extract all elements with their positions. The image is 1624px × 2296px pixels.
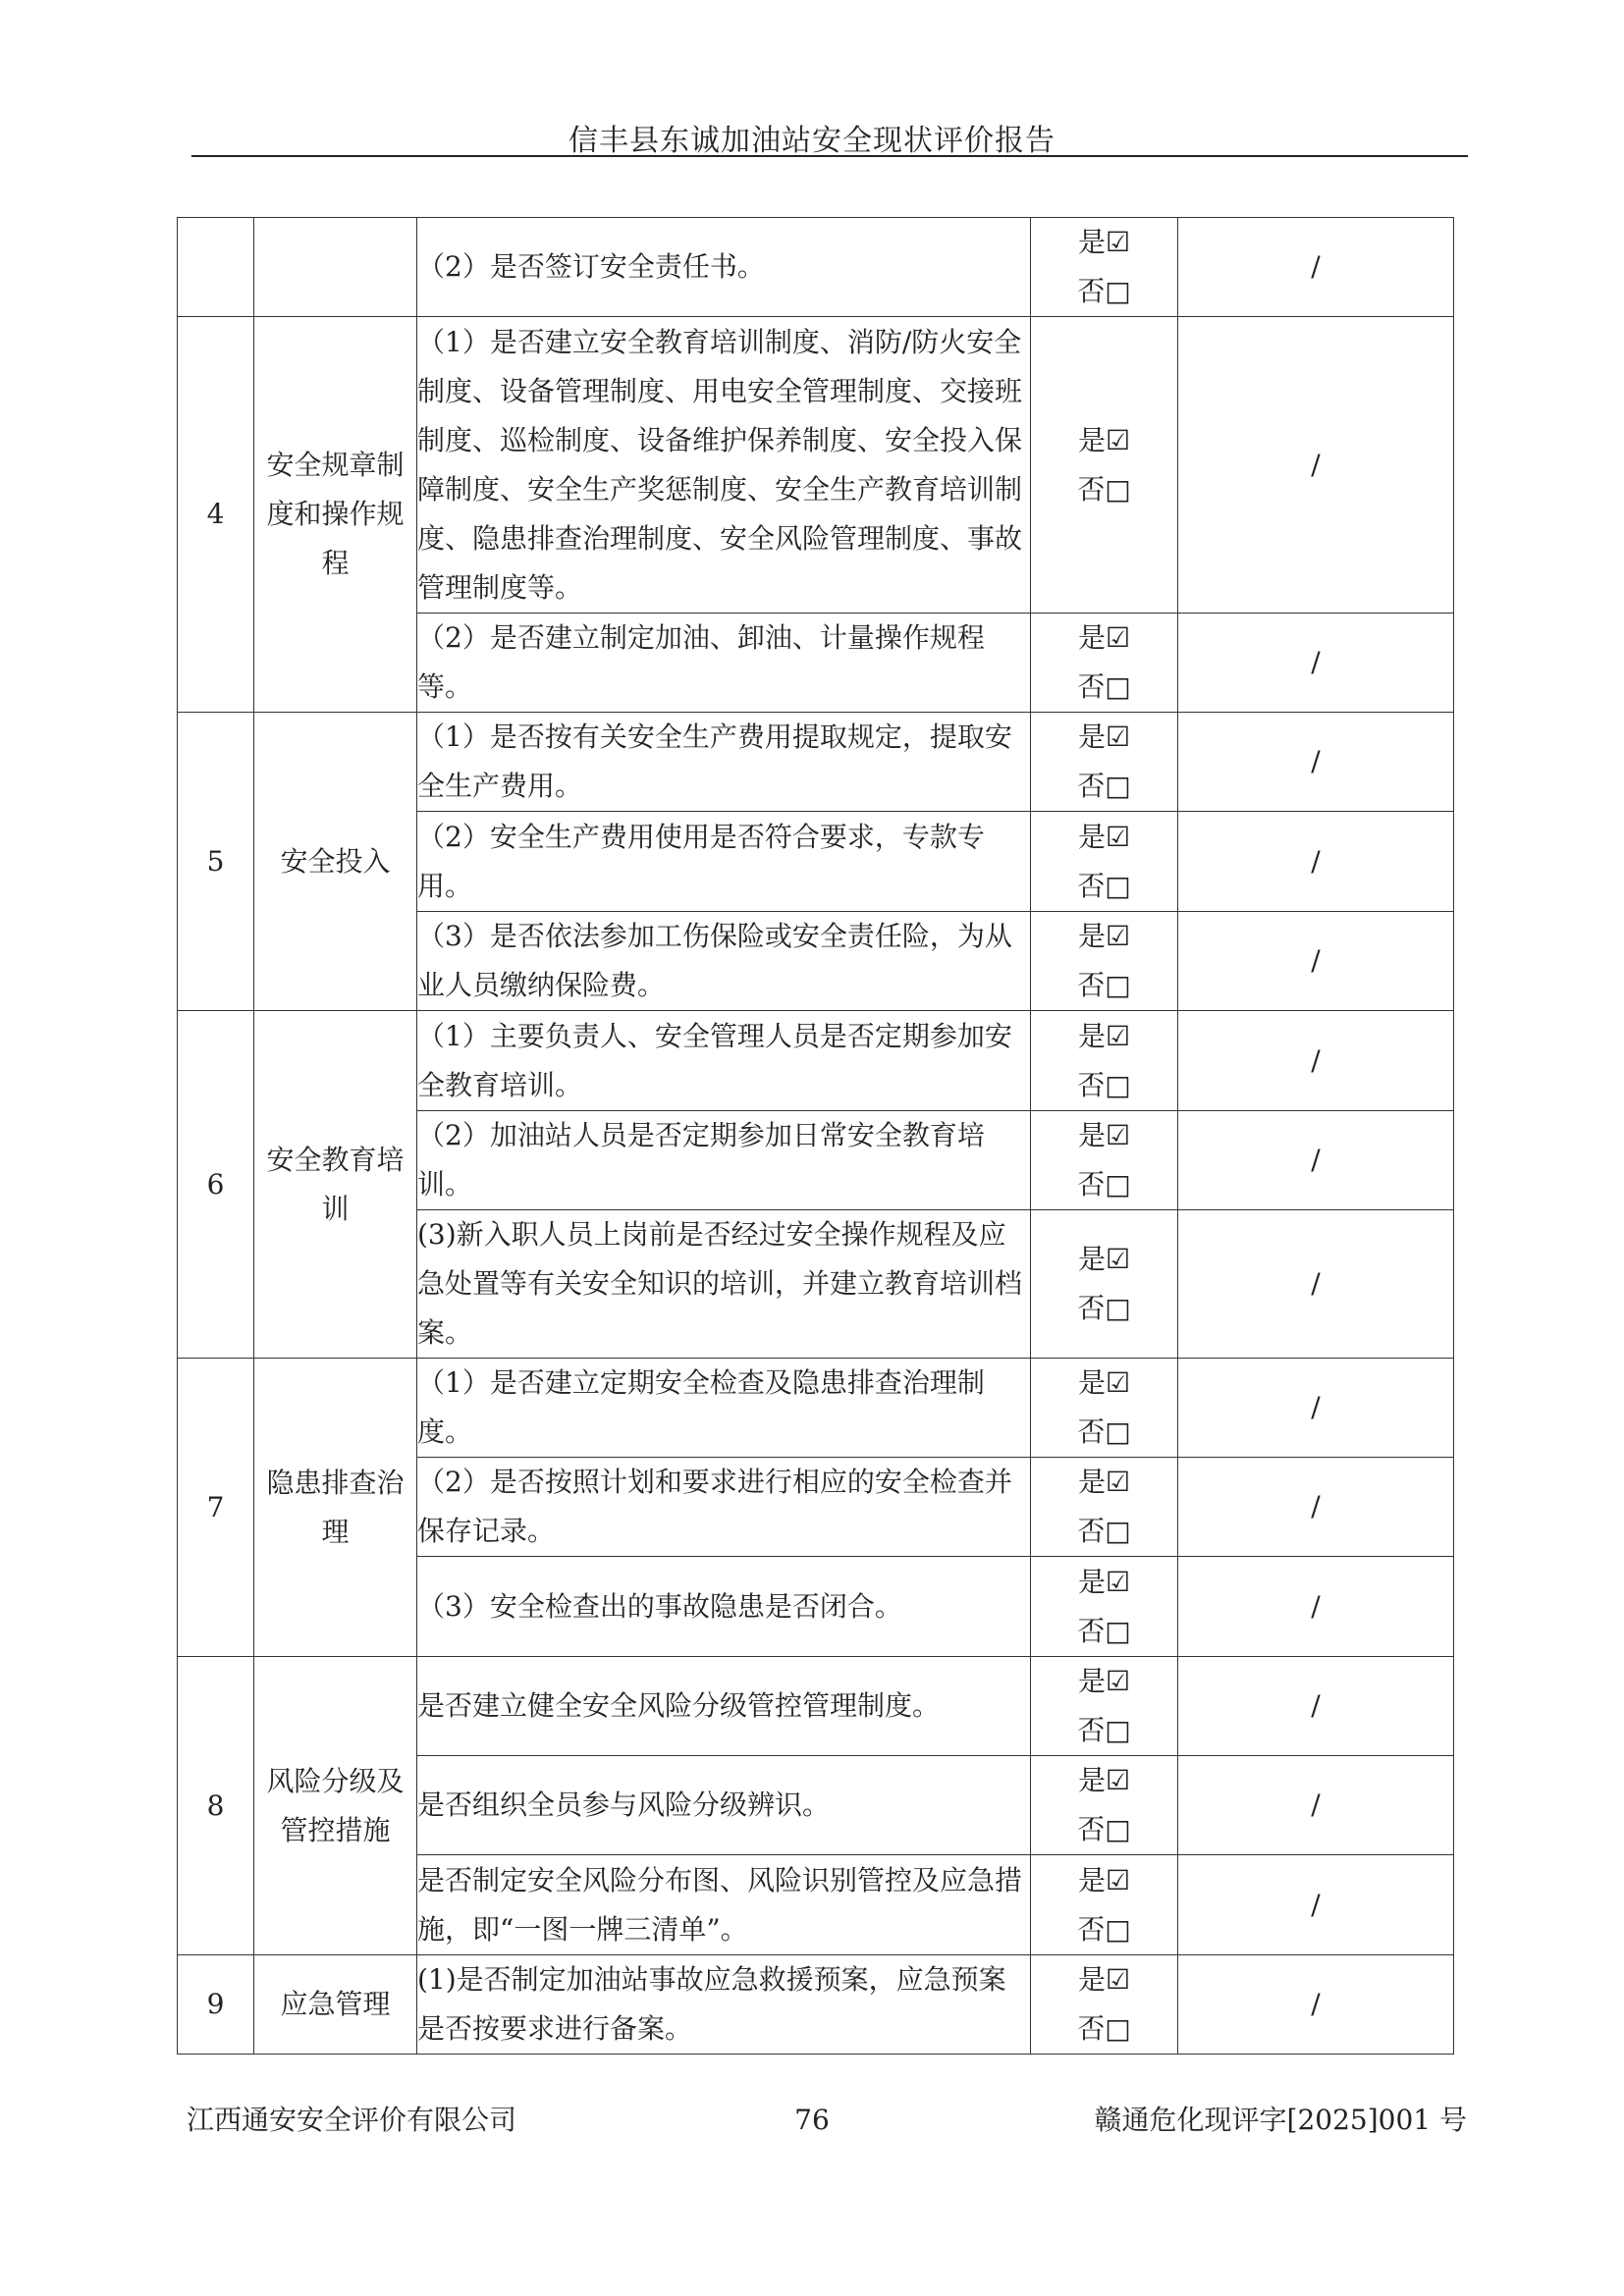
remark-cell: / <box>1178 812 1454 912</box>
check-content-cell: （2）是否建立制定加油、卸油、计量操作规程等。 <box>417 614 1031 713</box>
item-number-cell: 7 <box>178 1359 254 1657</box>
result-no-unchecked: 否□ <box>1077 670 1131 703</box>
remark-cell: / <box>1178 1111 1454 1210</box>
check-content-cell: （1）主要负责人、安全管理人员是否定期参加安全教育培训。 <box>417 1011 1031 1111</box>
remark-cell: / <box>1178 1855 1454 1955</box>
result-no-unchecked: 否□ <box>1077 1813 1131 1845</box>
check-item-cell: 隐患排查治理 <box>254 1359 417 1657</box>
footer-page-number: 76 <box>794 2104 830 2136</box>
check-result-cell <box>1031 1756 1178 1855</box>
check-result-cell <box>1031 1855 1178 1955</box>
header-rule <box>191 155 1468 157</box>
remark-cell: / <box>1178 1011 1454 1111</box>
check-content-cell: （1）是否建立安全教育培训制度、消防/防火安全制度、设备管理制度、用电安全管理制度、交接班制度、巡检制度、设备维护保养制度、安全投入保障制度、安全生产奖惩制度、安全生产教育培训制度、隐患排查治理制度、安全风险管理制度、事故管理制度等。 <box>417 317 1031 614</box>
check-content-cell: （3）安全检查出的事故隐患是否闭合。 <box>417 1557 1031 1657</box>
item-number-cell: 8 <box>178 1657 254 1955</box>
item-number-cell: 9 <box>178 1955 254 2055</box>
result-yes-checked: 是☑ <box>1077 1565 1131 1598</box>
result-yes-checked: 是☑ <box>1077 820 1131 853</box>
check-result-cell <box>1031 1458 1178 1557</box>
check-result-cell <box>1031 713 1178 812</box>
item-number-cell: 5 <box>178 713 254 1011</box>
check-content-cell: 是否制定安全风险分布图、风险识别管控及应急措施，即“一图一牌三清单”。 <box>417 1855 1031 1955</box>
remark-cell: / <box>1178 1756 1454 1855</box>
checklist-table <box>177 217 1454 2055</box>
remark-cell: / <box>1178 1210 1454 1359</box>
check-result-cell <box>1031 1210 1178 1359</box>
result-yes-checked: 是☑ <box>1077 1863 1131 1896</box>
check-item-cell: 安全教育培训 <box>254 1011 417 1359</box>
remark-cell: / <box>1178 218 1454 317</box>
page-header-title: 信丰县东诚加油站安全现状评价报告 <box>568 124 1056 158</box>
result-yes-checked: 是☑ <box>1077 226 1131 258</box>
result-no-unchecked: 否□ <box>1077 2012 1131 2045</box>
footer-doc-number: 赣通危化现评字[2025]001 号 <box>1094 2104 1467 2136</box>
result-yes-checked: 是☑ <box>1077 1963 1131 1996</box>
item-number-cell: 4 <box>178 317 254 713</box>
check-result-cell <box>1031 912 1178 1011</box>
item-number-cell <box>178 218 254 317</box>
result-yes-checked: 是☑ <box>1077 721 1131 753</box>
result-yes-checked: 是☑ <box>1077 1764 1131 1796</box>
check-item-cell: 安全规章制度和操作规程 <box>254 317 417 713</box>
table-row <box>178 1657 1454 1756</box>
table-row <box>178 1359 1454 1458</box>
result-yes-checked: 是☑ <box>1077 1665 1131 1697</box>
result-no-unchecked: 否□ <box>1077 1292 1131 1324</box>
remark-cell: / <box>1178 1359 1454 1458</box>
result-yes-checked: 是☑ <box>1077 1019 1131 1052</box>
check-content-cell: (3)新入职人员上岗前是否经过安全操作规程及应急处置等有关安全知识的培训，并建立教育培训档案。 <box>417 1210 1031 1359</box>
result-yes-checked: 是☑ <box>1077 1366 1131 1399</box>
remark-cell: / <box>1178 912 1454 1011</box>
result-yes-checked: 是☑ <box>1077 1466 1131 1498</box>
result-no-unchecked: 否□ <box>1077 770 1131 802</box>
table-row <box>178 1011 1454 1111</box>
check-content-cell: （2）安全生产费用使用是否符合要求，专款专用。 <box>417 812 1031 912</box>
checklist-body <box>178 218 1454 2055</box>
remark-cell: / <box>1178 1955 1454 2055</box>
check-content-cell: (1)是否制定加油站事故应急救援预案，应急预案是否按要求进行备案。 <box>417 1955 1031 2055</box>
remark-cell: / <box>1178 1657 1454 1756</box>
result-no-unchecked: 否□ <box>1077 1912 1131 1946</box>
remark-cell: / <box>1178 713 1454 812</box>
check-result-cell <box>1031 1011 1178 1111</box>
item-number-cell: 6 <box>178 1011 254 1359</box>
check-result-cell <box>1031 317 1178 614</box>
check-item-cell: 风险分级及管控措施 <box>254 1657 417 1955</box>
check-result-cell <box>1031 218 1178 317</box>
check-item-cell: 安全投入 <box>254 713 417 1011</box>
result-yes-checked: 是☑ <box>1077 423 1131 456</box>
result-yes-checked: 是☑ <box>1077 621 1131 654</box>
check-content-cell: （1）是否按有关安全生产费用提取规定，提取安全生产费用。 <box>417 713 1031 812</box>
result-no-unchecked: 否□ <box>1077 1168 1131 1201</box>
check-result-cell <box>1031 1111 1178 1210</box>
check-content-cell: 是否建立健全安全风险分级管控管理制度。 <box>417 1657 1031 1756</box>
result-yes-checked: 是☑ <box>1077 920 1131 952</box>
table-row <box>178 317 1454 614</box>
result-no-unchecked: 否□ <box>1077 472 1131 506</box>
check-result-cell <box>1031 812 1178 912</box>
result-no-unchecked: 否□ <box>1077 1515 1131 1547</box>
footer-company: 江西通安安全评价有限公司 <box>187 2104 517 2136</box>
result-yes-checked: 是☑ <box>1077 1243 1131 1275</box>
check-content-cell: 是否组织全员参与风险分级辨识。 <box>417 1756 1031 1855</box>
check-content-cell: （3）是否依法参加工伤保险或安全责任险，为从业人员缴纳保险费。 <box>417 912 1031 1011</box>
check-content-cell: （2）是否按照计划和要求进行相应的安全检查并保存记录。 <box>417 1458 1031 1557</box>
check-item-cell <box>254 218 417 317</box>
check-result-cell <box>1031 1657 1178 1756</box>
table-row <box>178 1955 1454 2055</box>
result-no-unchecked: 否□ <box>1077 969 1131 1001</box>
remark-cell: / <box>1178 317 1454 614</box>
result-yes-checked: 是☑ <box>1077 1119 1131 1151</box>
check-content-cell: （2）是否签订安全责任书。 <box>417 218 1031 317</box>
remark-cell: / <box>1178 614 1454 713</box>
result-no-unchecked: 否□ <box>1077 869 1131 902</box>
check-result-cell <box>1031 1955 1178 2055</box>
table-row <box>178 218 1454 317</box>
check-result-cell <box>1031 1557 1178 1657</box>
check-result-cell <box>1031 1359 1178 1458</box>
check-result-cell <box>1031 614 1178 713</box>
remark-cell: / <box>1178 1557 1454 1657</box>
result-no-unchecked: 否□ <box>1077 1068 1131 1101</box>
table-row <box>178 713 1454 812</box>
check-content-cell: （1）是否建立定期安全检查及隐患排查治理制度。 <box>417 1359 1031 1458</box>
result-no-unchecked: 否□ <box>1077 1415 1131 1448</box>
result-no-unchecked: 否□ <box>1077 1714 1131 1746</box>
result-no-unchecked: 否□ <box>1077 1614 1131 1647</box>
remark-cell: / <box>1178 1458 1454 1557</box>
check-item-cell: 应急管理 <box>254 1955 417 2055</box>
result-no-unchecked: 否□ <box>1077 275 1131 307</box>
check-content-cell: （2）加油站人员是否定期参加日常安全教育培训。 <box>417 1111 1031 1210</box>
